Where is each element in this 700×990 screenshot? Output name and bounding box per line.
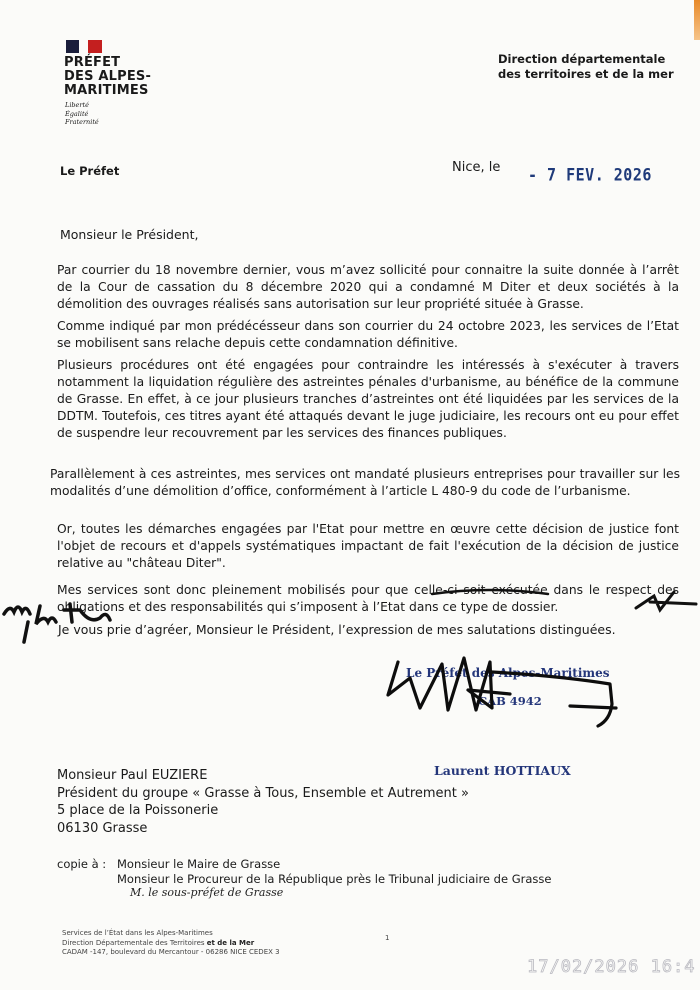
footer-address xyxy=(62,929,280,958)
handwritten-underline-mark xyxy=(428,588,700,618)
footer-text: Direction Départementale des Territoires xyxy=(62,938,207,947)
paragraph: Plusieurs procédures ont été engagées pour contraindre les intéressés à s'exécuter à travers notamment la liquidation régulière des astreintes pénales d'urbanisme, au bénéfice de la commune de Grasse. En effet, à ce jour plusieurs tranches d’astreintes ont été liquidées par les services de la DDTM. Toutefois, ces titres ayant été attaqués devant le juge judiciaire, les recours ont eu pour effet de suspendre leur recouvrement par les services des finances publiques. xyxy=(57,358,679,440)
salutation: Monsieur le Président, xyxy=(60,227,199,242)
handwritten-copy-recipient: M. le sous-préfet de Grasse xyxy=(130,886,284,899)
footer-line xyxy=(62,939,280,949)
footer-line: Services de l’État dans les Alpes-Maritimes xyxy=(62,929,213,937)
paragraph: Comme indiqué par mon prédécésseur dans son courrier du 24 octobre 2023, les services de l’Etat se mobilisent sans relache depuis cette condamnation définitive. xyxy=(57,319,679,350)
recipient-address xyxy=(57,767,469,837)
signatory-name: Laurent HOTTIAUX xyxy=(434,763,571,778)
department-line: des territoires et de la mer xyxy=(498,67,674,81)
paragraph: Parallèlement à ces astreintes, mes services ont mandaté plusieurs entreprises pour travailler sur les modalités d’une démolition d’office, conformément à l’article L 480-9 du code de l’urbanisme. xyxy=(50,467,680,498)
copy-recipient: Monsieur le Procureur de la République près le Tribunal judiciaire de Grasse xyxy=(117,872,552,886)
handwritten-margin-note xyxy=(0,596,140,646)
closing-formula: Je vous prie d’agréer, Monsieur le Président, l’expression de mes salutations distinguées. xyxy=(58,622,616,637)
flag-blue-band xyxy=(66,40,79,53)
recipient-title: Président du groupe « Grasse à Tous, Ensemble et Autrement » xyxy=(57,785,469,801)
recipient-street: 5 place de la Poissonerie xyxy=(57,803,219,818)
french-flag-logo-icon xyxy=(66,40,104,53)
place-label: Nice, le xyxy=(452,160,501,175)
flag-red-band xyxy=(88,40,102,53)
footer-line: CADAM -147, boulevard du Mercantour - 06286 NICE CEDEX 3 xyxy=(62,948,280,956)
handwritten-signature xyxy=(380,650,630,770)
prefecture-logo-title xyxy=(64,56,151,98)
motto-line: Égalité xyxy=(65,109,89,118)
paragraph: Or, toutes les démarches engagées par l'Etat pour mettre en œuvre cette décision de justice font l'objet de recours et d'appels systématiques impactant de fait l'exécution de la décision de justice relative au "château Diter". xyxy=(57,522,679,570)
footer-text-bold: et de la Mer xyxy=(206,938,255,947)
signature-stamp-reference: CAB 4942 xyxy=(478,694,542,708)
page-number: 1 xyxy=(385,934,390,942)
sender-label: Le Préfet xyxy=(60,164,120,178)
recipient-name: Monsieur Paul EUZIERE xyxy=(57,768,208,783)
department-header xyxy=(498,52,674,82)
motto-line: Fraternité xyxy=(65,118,99,126)
logo-line: DES ALPES- xyxy=(64,69,152,84)
paragraph: Par courrier du 18 novembre dernier, vous m’avez sollicité pour connaitre la suite donnée à l’arrêt de la Cour de cassation du 8 décembre 2020 qui a condamné M Diter et deux sociétés à la démolition des ouvrages réalisés sans autorisation sur leur propriété située à Grasse. xyxy=(57,263,679,311)
signature-stamp-title: Le Préfet des Alpes-Maritimes xyxy=(406,666,610,680)
date-stamp: - 7 FEV. 2026 xyxy=(528,165,652,185)
motto-line: Liberté xyxy=(65,101,89,109)
received-timestamp: 17/02/2026 16:4 xyxy=(527,957,696,977)
paragraph: Mes services sont donc pleinement mobilisés pour que celle-ci soit exécutée dans le respect des obligations et des responsabilités qui s’imposent à l’Etat dans ce type de dossier. xyxy=(57,583,679,614)
logo-line: PRÉFET xyxy=(64,55,121,70)
copy-label: copie à : xyxy=(57,857,107,871)
copy-recipient: Monsieur le Maire de Grasse xyxy=(117,857,281,871)
department-line: Direction départementale xyxy=(498,52,666,66)
logo-line: MARITIMES xyxy=(64,83,149,98)
page-edge-tint xyxy=(694,0,700,40)
recipient-city: 06130 Grasse xyxy=(57,820,148,836)
republic-motto xyxy=(65,101,99,127)
